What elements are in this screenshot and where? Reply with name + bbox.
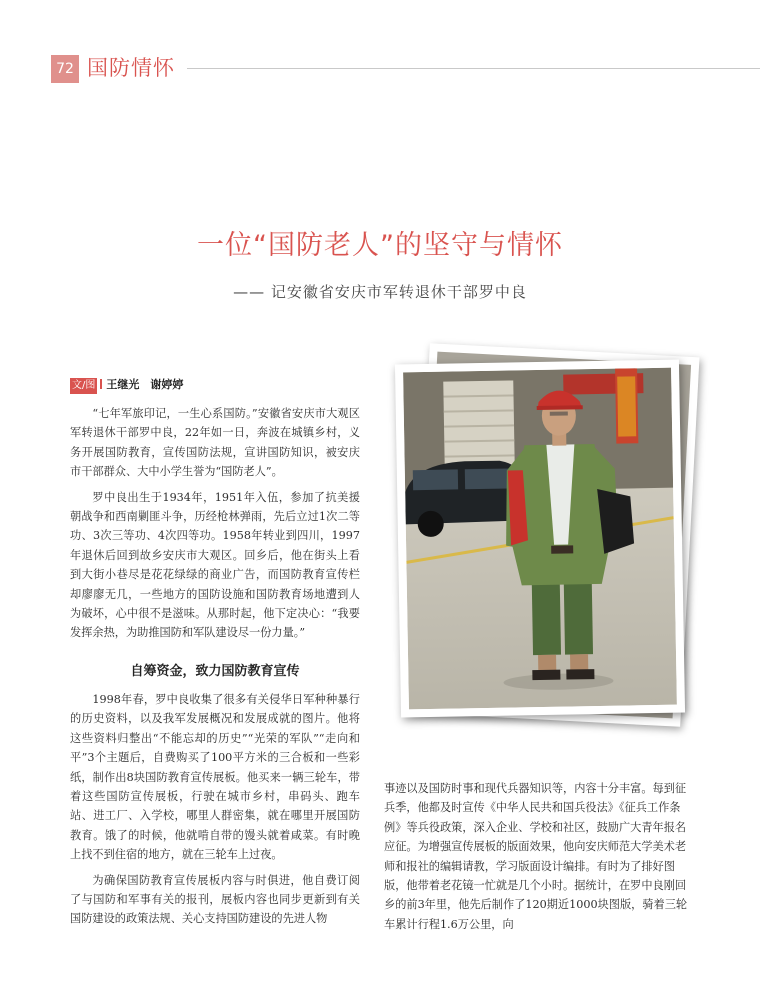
page-number: 72	[51, 55, 79, 83]
portrait-photo	[395, 360, 685, 718]
body-column-left-top	[70, 404, 360, 649]
header-divider	[187, 68, 760, 69]
paragraph: 为确保国防教育宣传展板内容与时俱进，他自费订阅了与国防和军事有关的报刊，展板内容也同步更新到有关国防建设的政策法规、关心支持国防建设的先进人物	[70, 873, 360, 926]
section-title: 国防情怀	[87, 56, 175, 80]
body-column-left-bottom	[70, 690, 360, 935]
article-subtitle: —— 记安徽省安庆市军转退休干部罗中良	[233, 283, 527, 301]
article-title: 一位“国防老人”的坚守与情怀	[197, 230, 563, 261]
byline-tag: 文/图	[70, 378, 97, 394]
body-column-right	[384, 779, 690, 940]
paragraph: 罗中良出生于1934年，1951年入伍，参加了抗美援朝战争和西南剿匪斗争，历经枪林弹雨，先后立过1次二等功、3次三等功、4次四等功。1958年转业到四川，1997年退休后回到故乡安庆市大观区。回乡后，他在街头上看到大街小巷尽是花花绿绿的商业广告，而国防教育宣传栏却廖廖无几，一些地方的国防设施和国防教育场地遭到人为破坏，心中很不是滋味。从那时起，他下定决心：“我要发挥余热，为助推国防和军队建设尽一份力量。”	[70, 490, 360, 640]
section-subheading: 自筹资金，致力国防教育宣传	[130, 664, 300, 679]
byline	[70, 377, 183, 394]
paragraph: “七年军旅印记，一生心系国防。”安徽省安庆市大观区军转退休干部罗中良，22年如一日，奔波在城镇乡村，义务开展国防教育，宣传国防法规，宣讲国防知识，被安庆市干部群众、大中小学生誉为“国防老人”。	[70, 407, 360, 479]
page-header	[51, 55, 760, 83]
byline-authors: 王继光 谢婷婷	[106, 378, 184, 391]
paragraph: 1998年春，罗中良收集了很多有关侵华日军种种暴行的历史资料，以及我军发展概况和发展成就的图片。他将这些资料归整出“不能忘却的历史”“光荣的军队”“走向和平”3个主题后，自费购买了100平方米的三合板和一些彩纸，制作出8块国防教育宣传展板。他买来一辆三轮车，带着这些国防宣传展板，行驶在城市乡村，串码头、跑车站、进工厂、入学校，哪里人群密集，就在哪里开展国防教育。饿了的时候，他就啃自带的馒头就着咸菜。有时晚上找不到住宿的地方，就在三轮车上过夜。	[70, 693, 360, 862]
paragraph: 事迹以及国防时事和现代兵器知识等，内容十分丰富。每到征兵季，他都及时宣传《中华人民共和国兵役法》《征兵工作条例》等兵役政策，深入企业、学校和社区，鼓励广大青年报名应征。为增强宣传展板的版面效果，他向安庆师范大学美术老师和报社的编辑请教，学习版面设计编排。有时为了排好图版，他带着老花镜一忙就是几个小时。据统计，在罗中良刚回乡的前3年里，他先后制作了120期近1000块图版，骑着三轮车累计行程1.6万公里，向	[384, 782, 688, 931]
portrait-photo-image	[403, 368, 677, 710]
byline-bar	[100, 379, 102, 389]
